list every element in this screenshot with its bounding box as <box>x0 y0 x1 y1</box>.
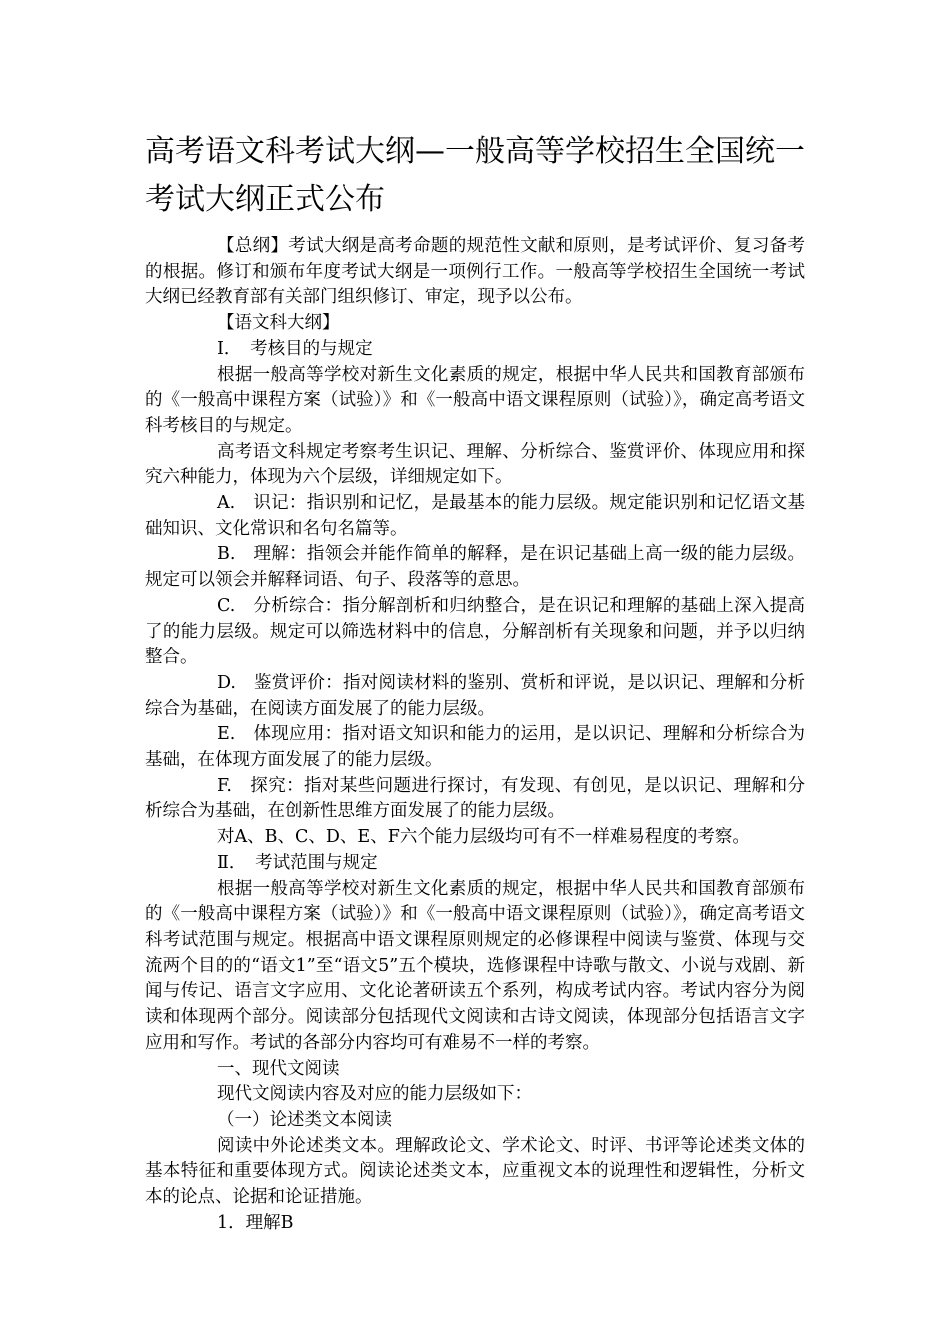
ability-level-b: B. 理解：指领会并能作简单的解释，是在识记基础上高一级的能力层级。规定可以领会并解释词语、句子、段落等的意思。 <box>145 544 805 591</box>
section-heading-2: Ⅱ． 考试范围与规定 <box>217 852 378 873</box>
ability-level-c: C. 分析综合：指分解剖析和归纳整合，是在识记和理解的基础上深入提高了的能力层级。规定可以筛选材料中的信息，分解剖析有关现象和问题，并予以归纳整合。 <box>145 595 805 668</box>
document-page <box>145 128 805 1236</box>
ability-level-d: D. 鉴赏评价：指对阅读材料的鉴别、赏析和评说，是以识记、理解和分析综合为基础，在阅读方面发展了的能力层级。 <box>145 672 805 719</box>
paragraph: 根据一般高等学校对新生文化素质的规定，根据中华人民共和国教育部颁布的《一般高中课程方案（试验）》和《一般高中语文课程原则（试验）》，确定高考语文科考核目的与规定。 <box>145 364 805 436</box>
list-item: 1．理解B <box>217 1212 294 1233</box>
ability-level-e: E. 体现应用：指对语文知识和能力的运用，是以识记、理解和分析综合为基础，在体现方面发展了的能力层级。 <box>145 724 805 771</box>
paragraph: 根据一般高等学校对新生文化素质的规定，根据中华人民共和国教育部颁布的《一般高中课程方案（试验）》和《一般高中语文课程原则（试验）》，确定高考语文科考试范围与规定。根据高中语文课程原则规定的必修课程中阅读与鉴赏、体现与交流两个目的的“语文1”至“语文5”五个模块，选修课程中诗歌与散文、小说与戏剧、新闻与传记、语言文字应用、文化论著研读五个系列，构成考试内容。考试内容分为阅读和体现两个部分。阅读部分包括现代文阅读和古诗文阅读，体现部分包括语言文字应用和写作。考试的各部分内容均可有难易不一样的考察。 <box>145 878 805 1053</box>
ability-level-a: A. 识记：指识别和记忆，是最基本的能力层级。规定能识别和记忆语文基础知识、文化常识和名句名篇等。 <box>145 493 805 539</box>
paragraph-chinese-outline-heading: 【语文科大纲】 <box>217 313 340 334</box>
document-title: 高考语文科考试大纲—一般高等学校招生全国统一考试大纲正式公布 <box>145 134 805 217</box>
section-heading-1: Ⅰ． 考核目的与规定 <box>217 338 373 359</box>
document-body <box>145 234 805 1236</box>
subsection-heading: （一）论述类文本阅读 <box>217 1109 392 1130</box>
paragraph: 现代文阅读内容及对应的能力层级如下： <box>217 1084 532 1105</box>
subsection-heading: 一、现代文阅读 <box>217 1058 340 1079</box>
paragraph: 对A、B、C、D、E、F六个能力层级均可有不一样难易程度的考察。 <box>217 827 750 848</box>
paragraph: 高考语文科规定考察考生识记、理解、分析综合、鉴赏评价、体现应用和探究六种能力，体现为六个层级，详细规定如下。 <box>145 441 805 488</box>
paragraph: 阅读中外论述类文本。理解政论文、学术论文、时评、书评等论述类文体的基本特征和重要体现方式。阅读论述类文本，应重视文本的说理性和逻辑性，分析文本的论点、论据和论证措施。 <box>145 1135 805 1208</box>
ability-level-f: F. 探究：指对某些问题进行探讨，有发现、有创见，是以识记、理解和分析综合为基础，在创新性思维方面发展了的能力层级。 <box>145 775 805 822</box>
paragraph-general-outline: 【总纲】考试大纲是高考命题的规范性文献和原则，是考试评价、复习备考的根据。修订和颁布年度考试大纲是一项例行工作。一般高等学校招生全国统一考试大纲已经教育部有关部门组织修订、审定，现予以公布。 <box>145 236 805 308</box>
